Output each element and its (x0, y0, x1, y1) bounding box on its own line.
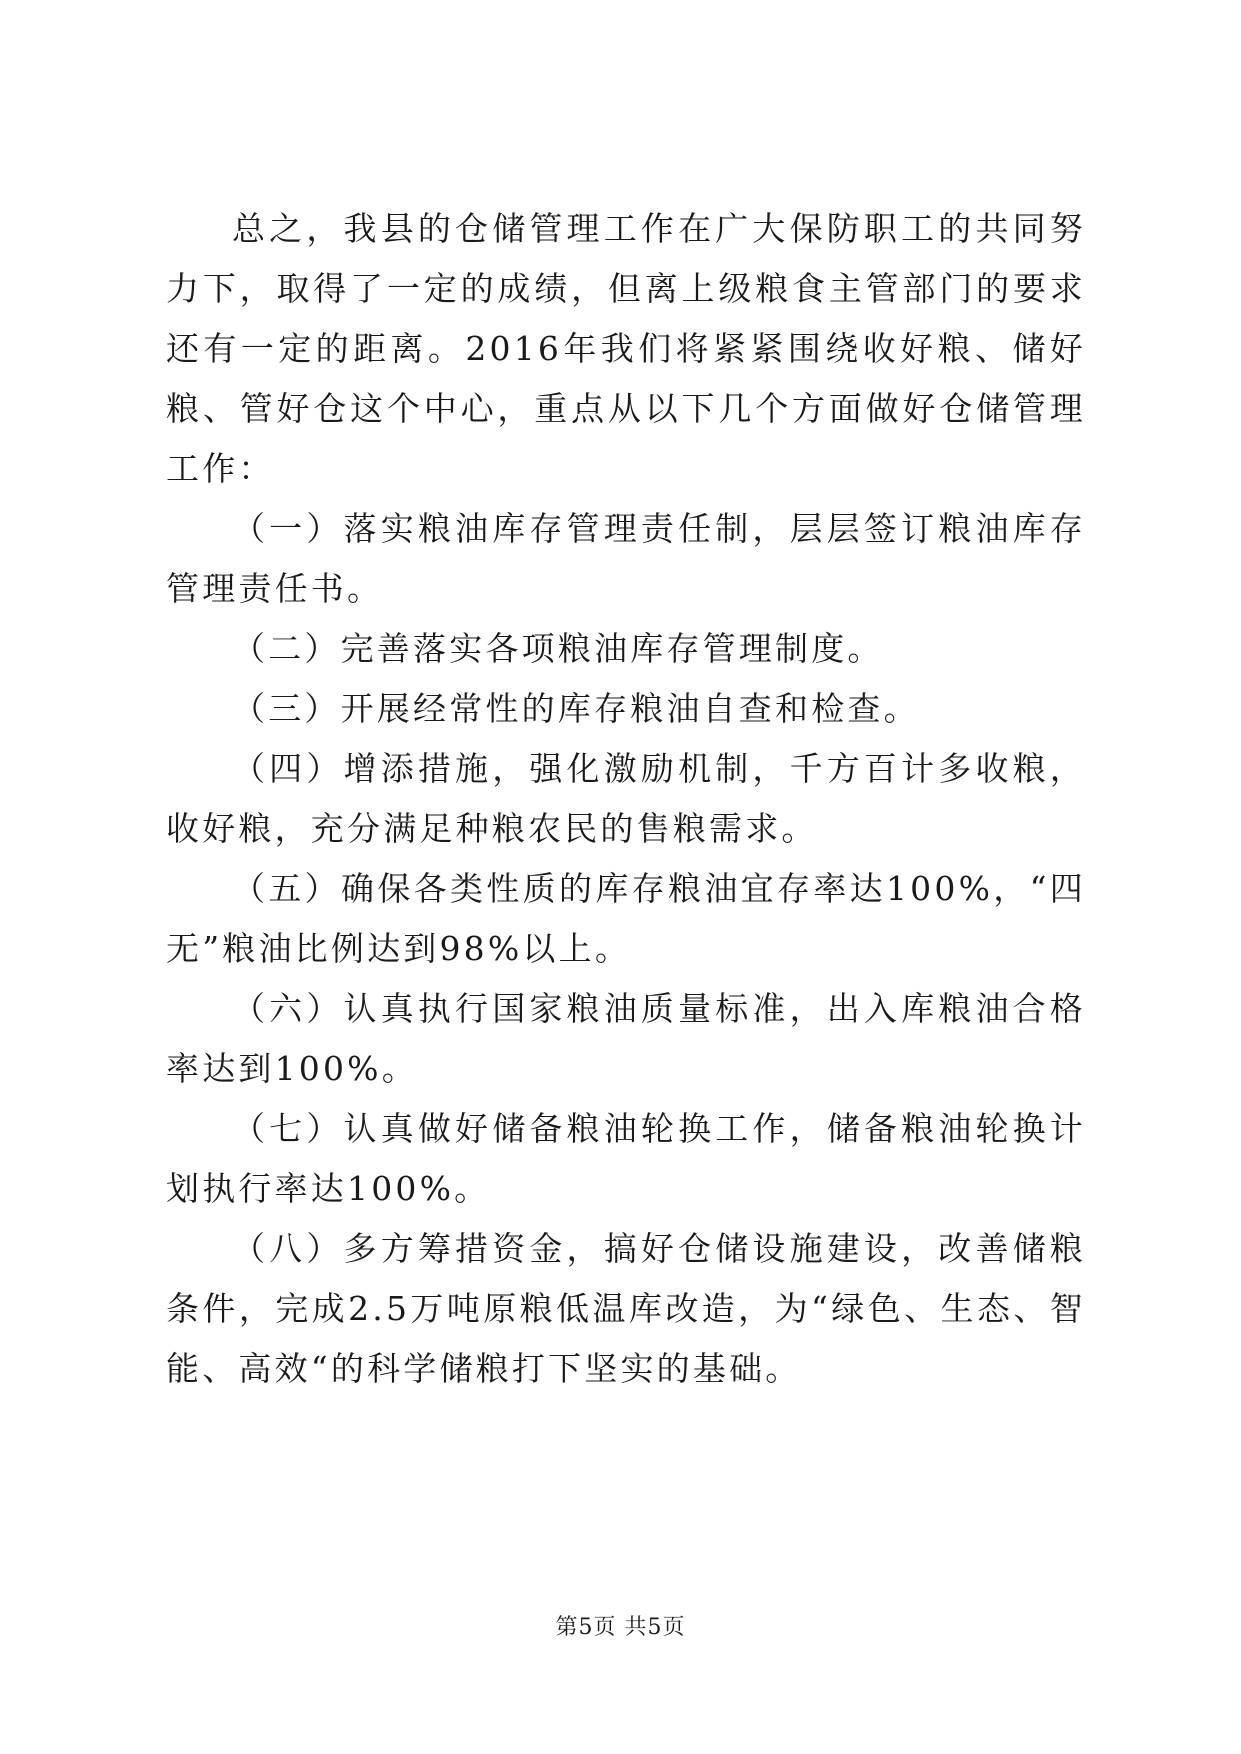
document-body (166, 199, 1086, 1399)
paragraph-item-8: （八）多方筹措资金，搞好仓储设施建设，改善储粮条件，完成2.5万吨原粮低温库改造，为“绿色、生态、智能、高效“的科学储粮打下坚实的基础。 (166, 1229, 1086, 1388)
paragraph-item-4: （四）增添措施，强化激励机制，千方百计多收粮，收好粮，充分满足种粮农民的售粮需求。 (166, 749, 1086, 848)
paragraph-item-1: （一）落实粮油库存管理责任制，层层签订粮油库存管理责任书。 (166, 509, 1086, 608)
page-number-footer: 第5页 共5页 (555, 1615, 686, 1640)
paragraph-item-3: （三）开展经常性的库存粮油自查和检查。 (232, 689, 920, 728)
paragraph-item-7: （七）认真做好储备粮油轮换工作，储备粮油轮换计划执行率达100%。 (166, 1109, 1086, 1208)
paragraph-item-2: （二）完善落实各项粮油库存管理制度。 (232, 629, 884, 668)
paragraph-summary: 总之，我县的仓储管理工作在广大保防职工的共同努力下，取得了一定的成绩，但离上级粮食主管部门的要求还有一定的距离。2016年我们将紧紧围绕收好粮、储好粮、管好仓这个中心，重点从以下几个方面做好仓储管理工作： (166, 209, 1086, 488)
paragraph-item-6: （六）认真执行国家粮油质量标准，出入库粮油合格率达到100%。 (166, 989, 1086, 1088)
paragraph-item-5: （五）确保各类性质的库存粮油宜存率达100%，“四无”粮油比例达到98%以上。 (166, 869, 1086, 968)
